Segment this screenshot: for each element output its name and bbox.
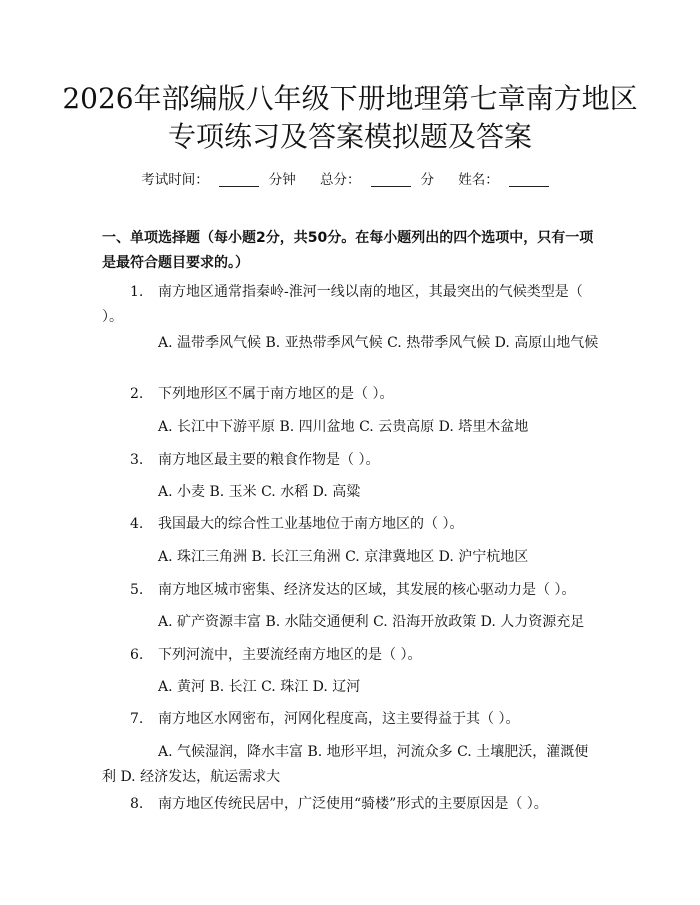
question-number: 1. bbox=[130, 284, 144, 300]
question-3-options: A. 小麦 B. 玉米 C. 水稻 D. 高粱 bbox=[158, 484, 361, 500]
exam-time-label: 考试时间： bbox=[141, 172, 209, 188]
question-number: 3. bbox=[130, 452, 144, 468]
question-5 bbox=[102, 578, 600, 603]
question-8 bbox=[102, 792, 600, 817]
question-text: 下列地形区不属于南方地区的是（ ）。 bbox=[158, 386, 394, 402]
question-6 bbox=[102, 643, 600, 668]
question-text: 南方地区通常指秦岭-淮河一线以南的地区，其最突出的气候类型是（ ）。 bbox=[102, 284, 583, 325]
total-score-label: 总分： bbox=[320, 172, 361, 188]
question-7-options: A. 气候湿润，降水丰富 B. 地形平坦，河流众多 C. 土壤肥沃，灌溉便利 D. 经济发达，航运需求大 bbox=[102, 744, 589, 785]
question-7 bbox=[102, 707, 600, 732]
question-text: 下列河流中，主要流经南方地区的是（ ）。 bbox=[158, 647, 422, 663]
exam-time-unit: 分钟 bbox=[268, 172, 296, 188]
question-4-options: A. 珠江三角洲 B. 长江三角洲 C. 京津冀地区 D. 沪宁杭地区 bbox=[158, 549, 529, 565]
total-score-blank bbox=[371, 172, 411, 187]
question-number: 6. bbox=[130, 647, 144, 663]
question-4 bbox=[102, 512, 600, 537]
question-number: 2. bbox=[130, 386, 144, 402]
exam-time-field bbox=[141, 172, 296, 188]
question-number: 5. bbox=[130, 582, 144, 598]
question-number: 7. bbox=[130, 711, 144, 727]
question-6-options: A. 黄河 B. 长江 C. 珠江 D. 辽河 bbox=[158, 679, 361, 695]
total-score-unit: 分 bbox=[420, 172, 434, 188]
exam-meta bbox=[0, 168, 700, 188]
student-name-blank bbox=[509, 172, 549, 187]
total-score-field bbox=[320, 172, 434, 188]
page-title: 2026年部编版八年级下册地理第七章南方地区专项练习及答案模拟题及答案 bbox=[62, 82, 638, 153]
question-2 bbox=[102, 382, 600, 407]
question-text: 我国最大的综合性工业基地位于南方地区的（ ）。 bbox=[158, 516, 464, 532]
question-1-options: A. 温带季风气候 B. 亚热带季风气候 C. 热带季风气候 D. 高原山地气候 bbox=[158, 335, 599, 351]
question-1 bbox=[102, 280, 600, 330]
student-name-label: 姓名： bbox=[458, 172, 499, 188]
question-text: 南方地区传统民居中，广泛使用“骑楼”形式的主要原因是（ ）。 bbox=[158, 796, 548, 812]
question-5-options: A. 矿产资源丰富 B. 水陆交通便利 C. 沿海开放政策 D. 人力资源充足 bbox=[158, 614, 585, 630]
question-text: 南方地区最主要的粮食作物是（ ）。 bbox=[158, 452, 380, 468]
question-2-options: A. 长江中下游平原 B. 四川盆地 C. 云贵高原 D. 塔里木盆地 bbox=[158, 419, 529, 435]
student-name-field bbox=[458, 172, 559, 188]
question-3 bbox=[102, 448, 600, 473]
exam-time-blank bbox=[219, 172, 259, 187]
question-number: 4. bbox=[130, 516, 144, 532]
section-heading: 一、单项选择题（每小题2分，共50分。在每小题列出的四个选项中，只有一项是最符合题目要求的。） bbox=[102, 230, 594, 271]
question-number: 8. bbox=[130, 796, 144, 812]
question-text: 南方地区水网密布，河网化程度高，这主要得益于其（ ）。 bbox=[158, 711, 520, 727]
question-text: 南方地区城市密集、经济发达的区域，其发展的核心驱动力是（ ）。 bbox=[158, 582, 576, 598]
